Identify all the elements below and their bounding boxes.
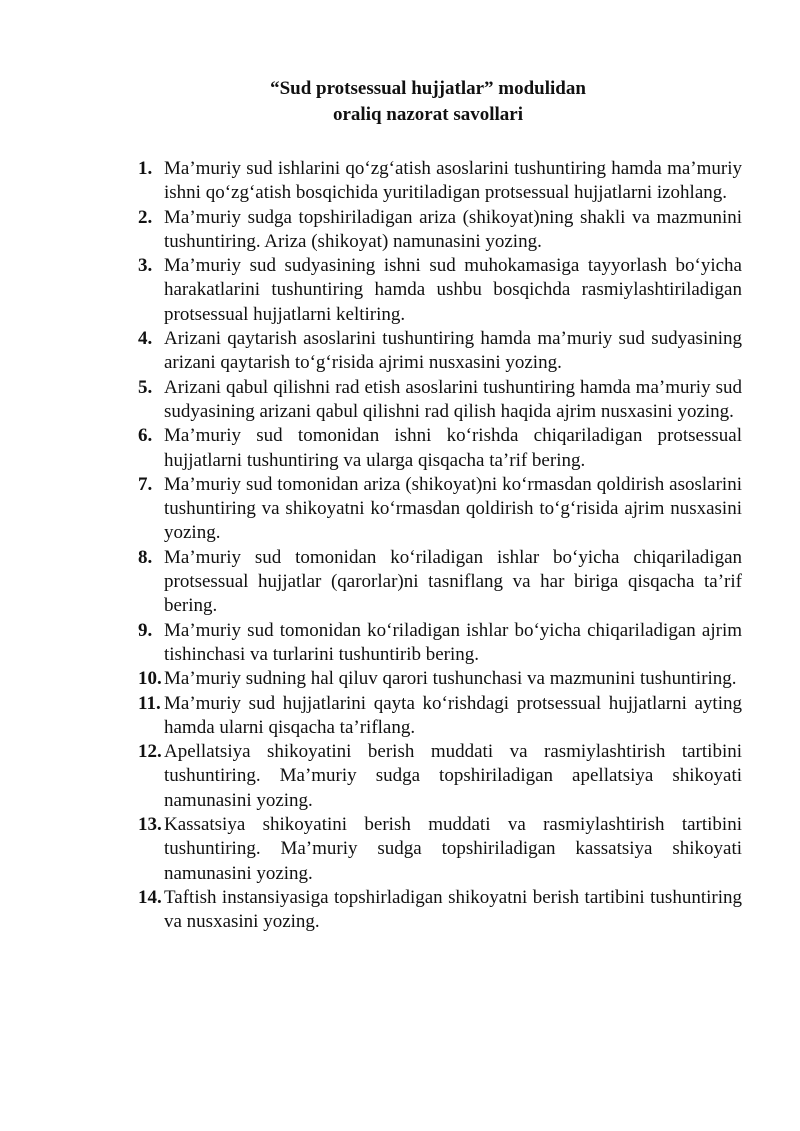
- question-item: [138, 667, 742, 691]
- question-number: 4.: [138, 328, 153, 350]
- title-line-1: “Sud protsessual hujjatlar” modulidan: [270, 78, 586, 99]
- question-list: [138, 157, 742, 935]
- question-item: [138, 886, 742, 935]
- question-item: [138, 473, 742, 546]
- question-text: Ma’muriy sud tomonidan ko‘riladigan ishlar bo‘yicha chiqariladigan ajrim tishinchasi va turlarini tushuntirib bering.: [164, 619, 742, 665]
- question-number: 3.: [138, 255, 153, 277]
- question-text: Kassatsiya shikoyatini berish muddati va rasmiylashtirish tartibini tushuntiring. Ma’muriy sudga topshiriladigan kassatsiya shikoyati namunasini yozing.: [164, 814, 742, 884]
- question-item: [138, 692, 742, 741]
- question-text: Ma’muriy sud sudyasining ishni sud muhokamasiga tayyorlash bo‘yicha harakatlarini tushuntiring hamda ushbu bosqichda rasmiylashtiriladigan protsessual hujjatlarni keltiring.: [164, 255, 742, 325]
- question-item: [138, 254, 742, 327]
- question-number: 9.: [138, 619, 153, 641]
- title-line-2: oraliq nazorat savollari: [333, 104, 523, 125]
- question-item: [138, 327, 742, 376]
- question-number: 13.: [138, 814, 162, 836]
- question-number: 1.: [138, 158, 153, 179]
- question-text: Ma’muriy sud ishlarini qo‘zg‘atish asoslarini tushuntiring hamda ma’muriy ishni qo‘zg‘atish bosqichida yuritiladigan protsessual hujjatlarni izohlang.: [164, 158, 742, 204]
- question-number: 2.: [138, 206, 153, 228]
- question-number: 7.: [138, 473, 153, 495]
- question-number: 14.: [138, 886, 162, 908]
- question-text: Apellatsiya shikoyatini berish muddati va rasmiylashtirish tartibini tushuntiring. Ma’muriy sudga topshiriladigan apellatsiya shikoyati namunasini yozing.: [164, 741, 742, 811]
- question-item: [138, 424, 742, 473]
- question-item: [138, 619, 742, 668]
- question-number: 8.: [138, 546, 153, 568]
- question-item: [138, 740, 742, 813]
- question-text: Arizani qabul qilishni rad etish asoslarini tushuntiring hamda ma’muriy sud sudyasining arizani qabul qilishni rad qilish haqida ajrim nusxasini yozing.: [164, 376, 742, 422]
- question-number: 5.: [138, 376, 153, 398]
- question-item: [138, 206, 742, 255]
- question-text: Arizani qaytarish asoslarini tushuntiring hamda ma’muriy sud sudyasining arizani qaytarish to‘g‘risida ajrimi nusxasini yozing.: [164, 328, 742, 374]
- question-text: Ma’muriy sud tomonidan ishni ko‘rishda chiqariladigan protsessual hujjatlarni tushuntiring va ularga qisqacha ta’rif bering.: [164, 425, 742, 471]
- question-text: Ma’muriy sudning hal qiluv qarori tushunchasi va mazmunini tushuntiring.: [164, 668, 737, 690]
- question-item: [138, 157, 742, 206]
- question-text: Ma’muriy sud tomonidan ko‘riladigan ishlar bo‘yicha chiqariladigan protsessual hujjatlar (qarorlar)ni tasniflang va har biriga qisqacha ta’rif bering.: [164, 546, 742, 617]
- question-item: [138, 813, 742, 886]
- question-text: Ma’muriy sud tomonidan ariza (shikoyat)ni ko‘rmasdan qoldirish asoslarini tushuntiring va shikoyatni ko‘rmasdan qoldirish to‘g‘risida ajrim nusxasini yozing.: [164, 473, 742, 544]
- question-text: Taftish instansiyasiga topshirladigan shikoyatni berish tartibini tushuntiring va nusxasini yozing.: [164, 886, 742, 933]
- question-text: Ma’muriy sud hujjatlarini qayta ko‘rishdagi protsessual hujjatlarni ayting hamda ularni qisqacha ta’riflang.: [164, 692, 742, 738]
- question-text: Ma’muriy sudga topshiriladigan ariza (shikoyat)ning shakli va mazmunini tushuntiring. Ariza (shikoyat) namunasini yozing.: [164, 206, 742, 252]
- question-item: [138, 546, 742, 619]
- question-number: 10.: [138, 668, 162, 690]
- question-number: 12.: [138, 741, 162, 763]
- question-item: [138, 376, 742, 425]
- document-title: [0, 76, 800, 128]
- question-number: 11.: [138, 692, 161, 714]
- question-number: 6.: [138, 425, 153, 447]
